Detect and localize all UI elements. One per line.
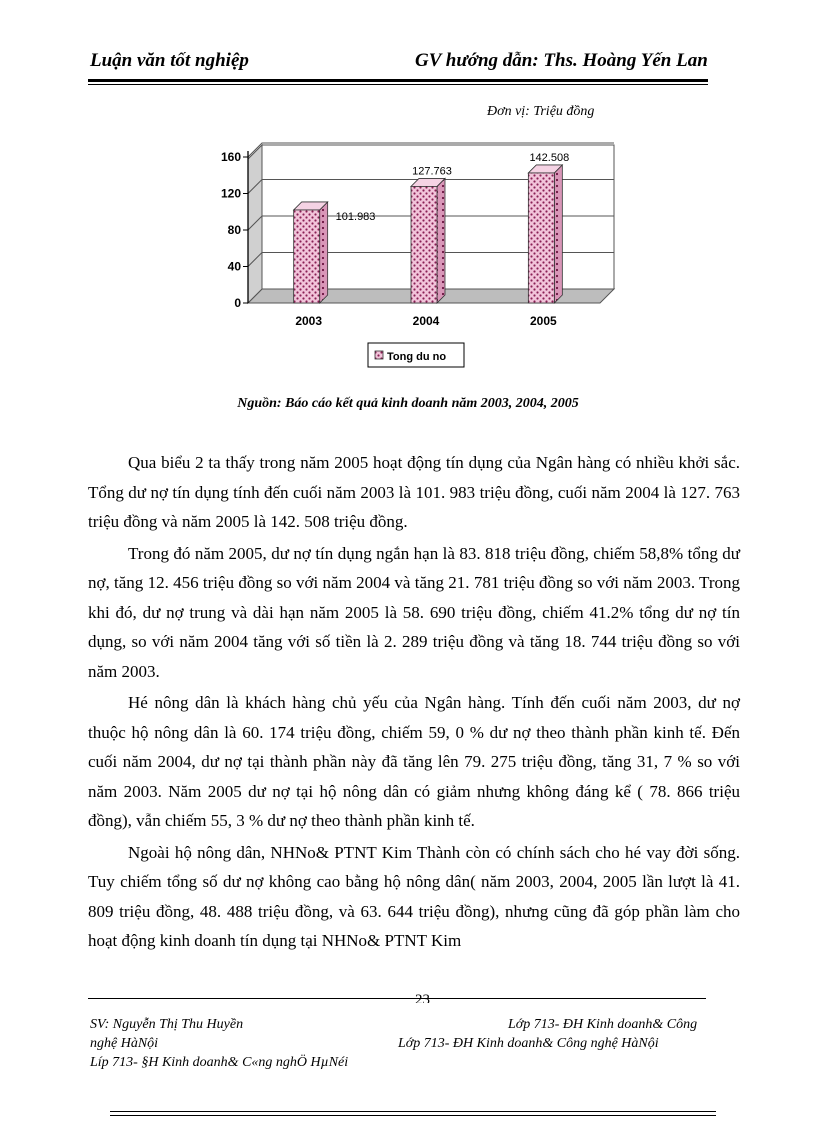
y-tick-label: 120 [220,186,241,201]
unit-label: Đơn vị: Triệu đồng [487,104,595,119]
paragraph: Qua biểu 2 ta thấy trong năm 2005 hoạt động tín dụng của Ngân hàng có nhiều khởi sắc. Tổng dư nợ tín dụng tính đến cuối năm 2003 là 101. 983 triệu đồng, cuối năm 2004 là 127. 763 triệu đồng và năm 2005 là 142. 508 triệu đồng. [88,453,740,531]
footer-class-right-cont: nghệ HàNội [90,1036,159,1051]
bar-side [554,165,562,303]
bar [411,186,437,303]
data-label: 142.508 [529,151,570,164]
paragraph: Ngoài hộ nông dân, NHNo& PTNT Kim Thành còn có chính sách cho hé vay đời sống. Tuy chiếm tổng số dư nợ không cao bằng hộ nông dân( năm 2003, 2004, 2005 lần lượt là 41. 809 triệu đồng, 48. 488 triệu đồng, và 63. 644 triệu đồng), nhưng cũng đã góp phần làm cho hoạt động kinh doanh tín dụng tại NHNo& PTNT Kim [88,842,740,950]
data-label: 101.983 [335,210,376,223]
y-tick-label: 0 [234,296,241,310]
paragraph: Trong đó năm 2005, dư nợ tín dụng ngắn hạn là 83. 818 triệu đồng, chiếm 58,8% tổng dư nợ, tăng 12. 456 triệu đồng so với năm 2004 và tăng 21. 781 triệu đồng so với năm 2003. Trong khi đó, dư nợ trung và dài hạn năm 2005 là 58. 690 triệu đồng, chiếm 41.2% tổng dư nợ tín dụng, so với năm 2004 tăng với số tiền là 2. 289 triệu đồng và tăng 18. 744 triệu đồng so với năm 2003. [88,543,740,681]
source-note: Nguồn: Báo cáo kết quả kinh doanh năm 2003, 2004, 2005 [237,396,579,411]
x-tick-label: 2005 [529,314,557,328]
legend-swatch [375,351,383,359]
chart-side-wall [248,145,262,303]
data-label: 127.763 [412,165,452,178]
footer-class-mid: Lớp 713- ĐH Kinh doanh& Công nghệ HàNội [398,1036,659,1051]
x-tick-label: 2003 [295,314,323,328]
y-tick-label: 80 [227,223,241,237]
footer-class-garbled: Líp 713- §H Kinh doanh& C«ng nghÖ HµNéi [90,1055,349,1070]
header-left: Luận văn tốt nghiệp [90,50,249,71]
body-text [88,448,740,958]
header-rule [88,79,708,82]
page-number: 23 [415,994,430,1003]
bar [294,210,320,303]
bottom-rule [110,1111,716,1112]
bar-side [437,178,445,303]
bar-side [320,202,328,303]
header-rule-thin [88,84,708,85]
bottom-rule-thin [110,1115,716,1116]
y-tick-label: 40 [227,259,241,274]
x-tick-label: 2004 [412,314,440,328]
y-tick-label: 160 [220,150,241,164]
footer-rule [88,998,706,999]
header-right: GV hướng dẫn: Ths. Hoàng Yến Lan [415,50,708,71]
footer-student: SV: Nguyễn Thị Thu Huyền [90,1017,244,1032]
footer-class-right: Lớp 713- ĐH Kinh doanh& Công [508,1017,698,1032]
credit-chart [200,135,640,380]
bar [528,173,554,303]
paragraph: Hé nông dân là khách hàng chủ yếu của Ngân hàng. Tính đến cuối năm 2003, dư nợ thuộc hộ nông dân là 60. 174 triệu đồng, chiếm 59, 0 % dư nợ theo thành phần kinh tế. Đến cuối năm 2004, dư nợ tại thành phần này đã tăng lên 79. 275 triệu đồng, tăng 31, 7 % so với năm 2003. Năm 2005 dư nợ tại hộ nông dân có giảm nhưng không đáng kể ( 78. 866 triệu đồng), vẫn chiếm 55, 3 % dư nợ theo thành phần kinh tế. [88,693,740,830]
legend-label: Tong du no [387,351,447,363]
